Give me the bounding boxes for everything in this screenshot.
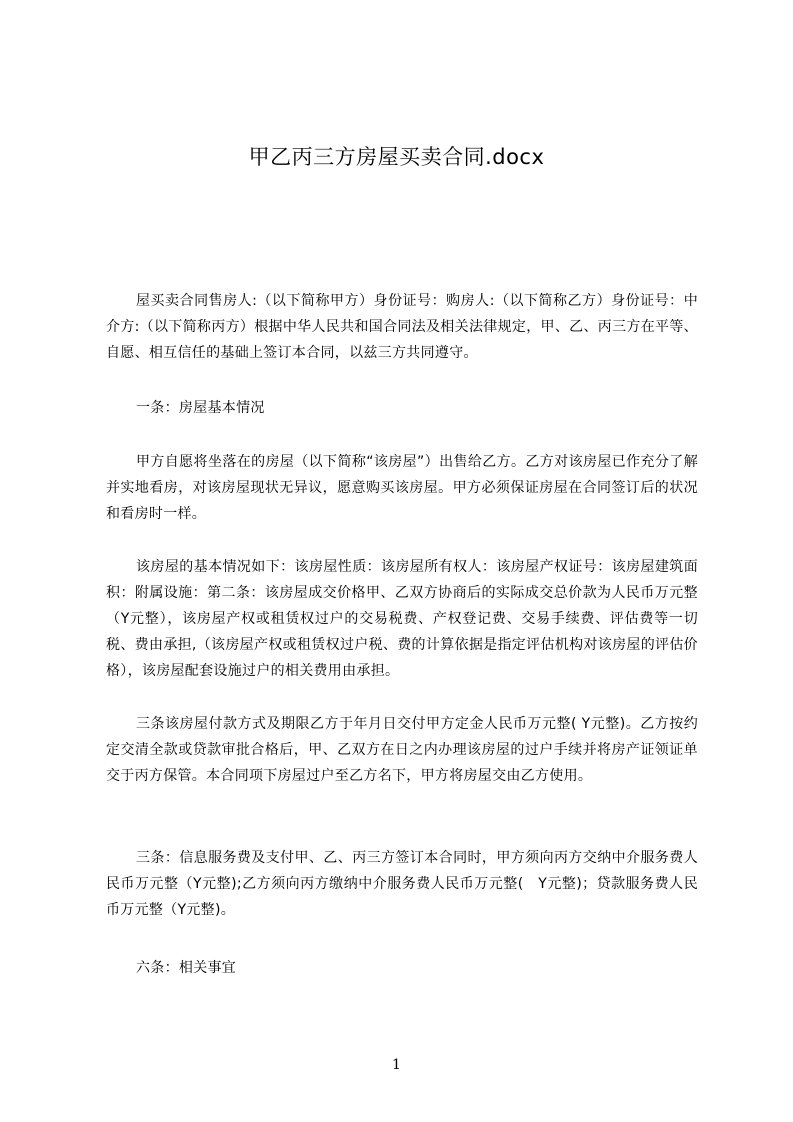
document-title: 甲乙丙三方房屋买卖合同.docx — [248, 145, 545, 169]
paragraph-section-1: 甲方自愿将坐落在的房屋（以下简称“该房屋”）出售给乙方。乙方对该房屋已作充分了解并实地看房，对该房屋现状无异议，愿意购买该房屋。甲方必须保证房屋在合同签订后的状况和看房时一样。 — [106, 454, 698, 522]
section-heading-1: 一条：房屋基本情况 — [136, 400, 265, 416]
paragraph-service-fees: 三条：信息服务费及支付甲、乙、丙三方签订本合同时，甲方须向丙方交纳中介服务费人民币万元整（Y元整);乙方须向丙方缴纳中介服务费人民币万元整( Y元整)；贷款服务费人民币万元整（Y元整)。 — [106, 850, 698, 918]
paragraph-intro: 屋买卖合同售房人:（以下简称甲方）身份证号：购房人:（以下简称乙方）身份证号：中介方:（以下简称丙方）根据中华人民共和国合同法及相关法律规定，甲、乙、丙三方在平等、自愿、相互信任的基础上签订本合同，以兹三方共同遵守。 — [106, 293, 698, 361]
page-number: 1 — [392, 1057, 401, 1073]
paragraph-property-details: 该房屋的基本情况如下：该房屋性质：该房屋所有权人：该房屋产权证号：该房屋建筑面积：附属设施：第二条：该房屋成交价格甲、乙双方协商后的实际成交总价款为人民币万元整（Y元整），该房屋产权或租赁权过户的交易税费、产权登记费、交易手续费、评估费等一切税、费由承担,（该房屋产权或租赁权过户税、费的计算依据是指定评估机构对该房屋的评估价格），该房屋配套设施过户的相关费用由承担。 — [106, 559, 698, 679]
paragraph-payment-terms: 三条该房屋付款方式及期限乙方于年月日交付甲方定金人民币万元整( Y元整)。乙方按约定交清全款或贷款审批合格后，甲、乙双方在日之内办理该房屋的过户手续并将房产证领证单交于丙方保管。本合同项下房屋过户至乙方名下，甲方将房屋交由乙方使用。 — [106, 716, 698, 784]
section-heading-6: 六条：相关事宜 — [136, 960, 237, 976]
